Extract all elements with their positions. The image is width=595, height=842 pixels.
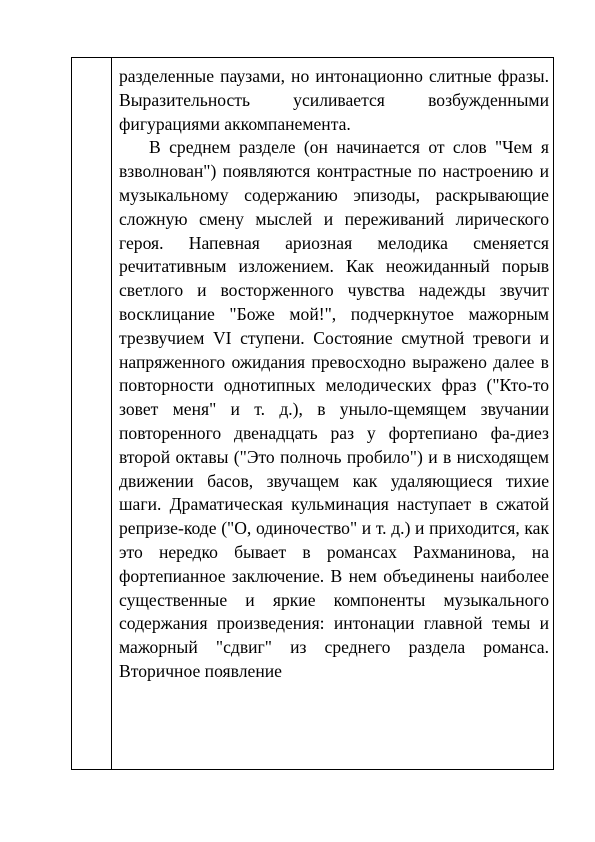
- paragraph-continuation: разделенные паузами, но интонационно слитные фразы. Выразительность усиливается возбужденными фигурациями аккомпанемента.: [119, 66, 549, 134]
- table-text-cell: [119, 65, 549, 684]
- column-divider: [111, 58, 112, 769]
- document-table: [71, 57, 554, 770]
- paragraph-middle-section: В среднем разделе (он начинается от слов "Чем я взволнован") появляются контрастные по настроению и музыкальному содержанию эпизоды, раскрывающие сложную смену мыслей и переживаний лирического героя. Напевная ариозная мелодика сменяется речитативным изложением. Как неожиданный порыв светлого и восторженного чувства надежды звучит восклицание "Боже мой!", подчеркнутое мажорным трезвучием VI ступени. Состояние смутной тревоги и напряженного ожидания превосходно выражено далее в повторности однотипных мелодических фраз ("Кто-то зовет меня" и т. д.), в уныло-щемящем звучании повторенного двенадцать раз у фортепиано фа-диез второй октавы ("Это полночь пробило") и в нисходящем движении басов, звучащем как удаляющиеся тихие шаги. Драматическая кульминация наступает в сжатой репризе-коде ("О, одиночество" и т. д.) и приходится, как это нередко бывает в романсах Рахманинова, на фортепианное заключение. В нем объединены наиболее существенные и яркие компоненты музыкального содержания произведения: интонации главной темы и мажорный "сдвиг" из среднего раздела романса. Вторичное появление: [119, 137, 549, 681]
- table-left-cell: [72, 58, 111, 769]
